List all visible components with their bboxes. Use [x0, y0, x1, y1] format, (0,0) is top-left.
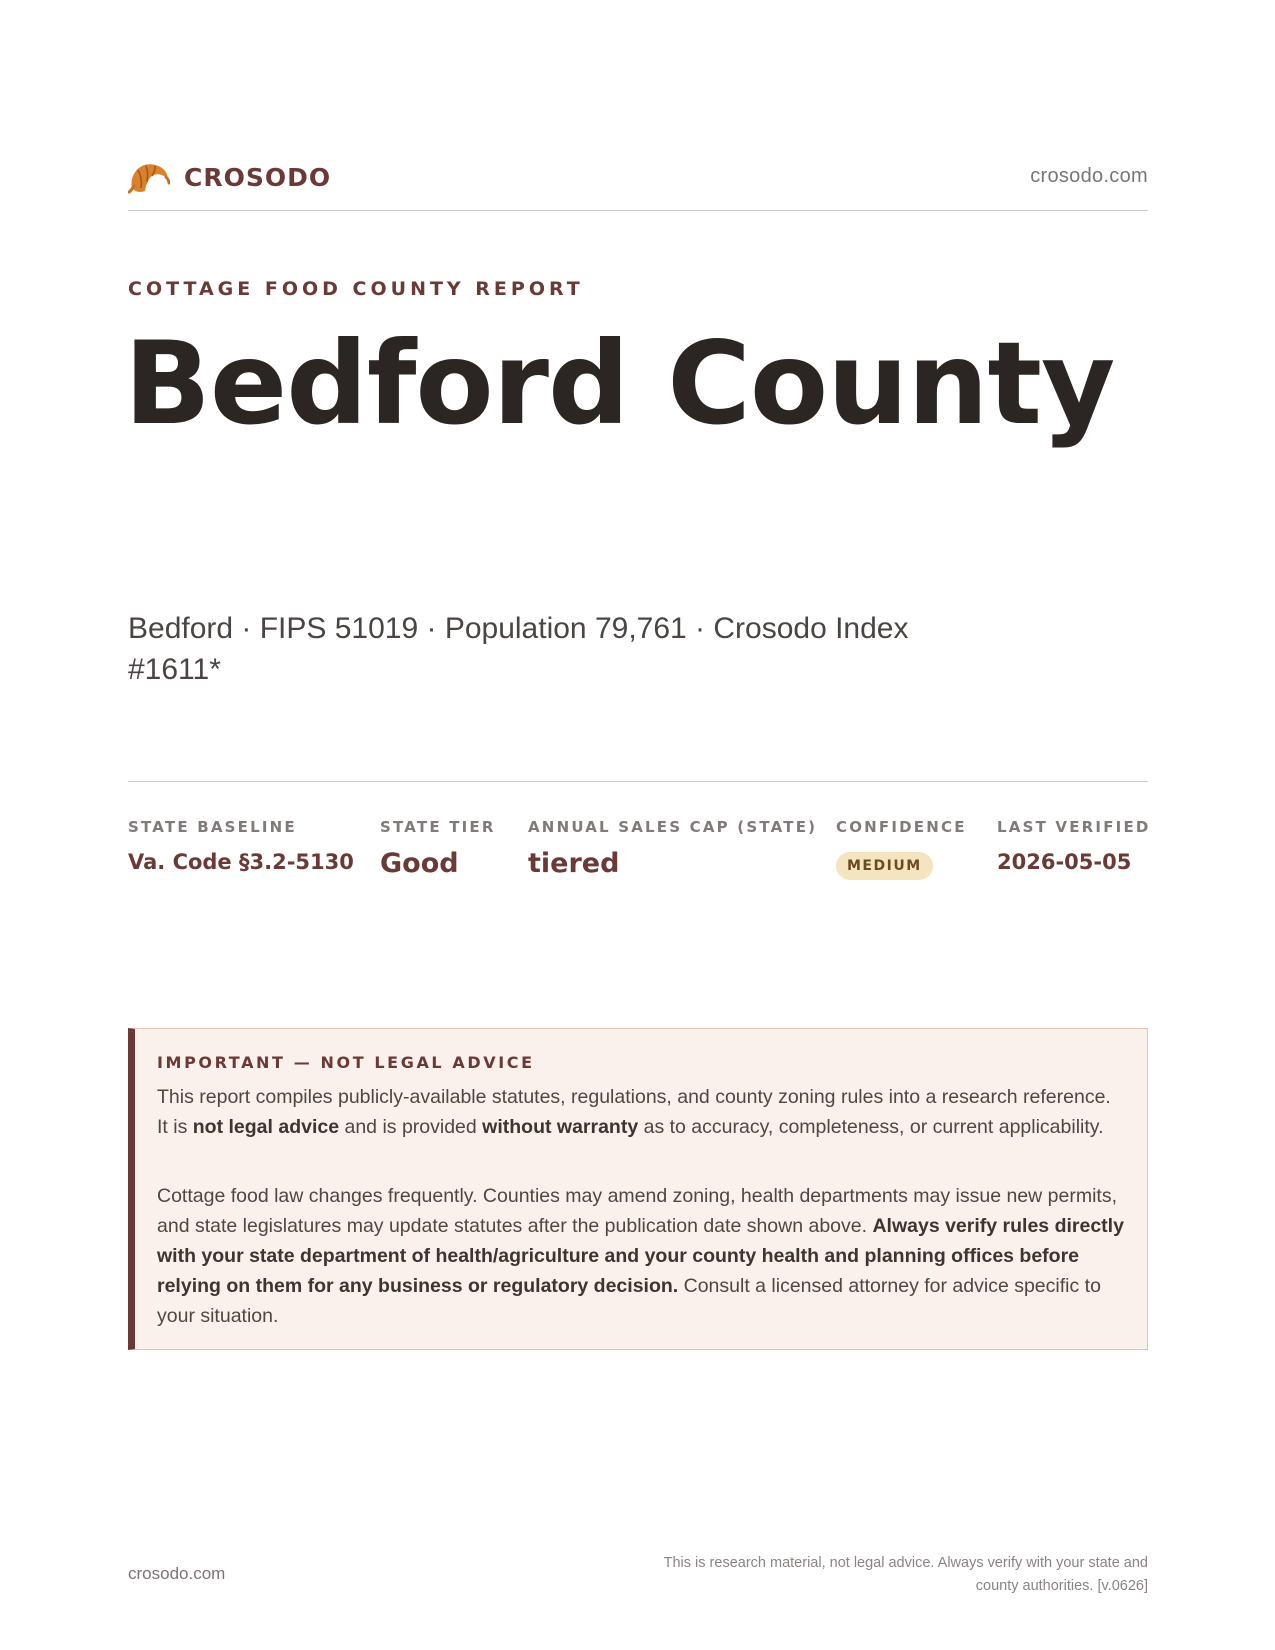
footer-site-link[interactable]: crosodo.com	[128, 1564, 226, 1583]
notice-text: as to accuracy, completeness, or current applicability.	[638, 1116, 1104, 1138]
notice-emphasis: Always verify rules directly with your state department of health/agriculture and your county health and planning offices before relying on them for any business or regulatory decision.	[157, 1215, 1124, 1297]
page-title: Bedford County	[124, 317, 1115, 450]
stat-label: CONFIDENCE	[836, 818, 967, 836]
brand-name: CROSODO	[184, 162, 332, 192]
report-page	[124, 0, 1151, 1650]
report-eyebrow: COTTAGE FOOD COUNTY REPORT	[128, 278, 584, 300]
header-site-link[interactable]: crosodo.com	[1030, 165, 1148, 187]
stat-confidence	[836, 818, 967, 880]
divider	[128, 781, 1148, 782]
stat-label: LAST VERIFIED	[997, 818, 1151, 836]
notice-title: IMPORTANT — NOT LEGAL ADVICE	[157, 1053, 535, 1072]
notice-text: and is provided	[339, 1116, 483, 1138]
croissant-icon	[128, 158, 170, 196]
stat-label: STATE TIER	[380, 818, 496, 836]
notice-emphasis: not legal advice	[192, 1116, 340, 1138]
notice-paragraph	[157, 1181, 1127, 1331]
report-subtitle: Bedford · FIPS 51019 · Population 79,761 · Crosodo Index #1611*	[128, 612, 909, 686]
stat-label: STATE BASELINE	[128, 818, 297, 836]
notice-text: Cottage food law changes frequently. Counties may amend zoning, health departments may issue new permits, and state legislatures may update statutes after the publication date shown above.	[157, 1185, 1117, 1237]
brand	[128, 158, 331, 196]
stat-label: ANNUAL SALES CAP (STATE)	[528, 818, 818, 836]
stat-state-baseline	[128, 818, 354, 874]
stat-state-tier	[380, 818, 496, 879]
footer-disclaimer: This is research material, not legal advice. Always verify with your state and county authorities. [v.0626]	[663, 1555, 1148, 1594]
stat-value: 2026-05-05	[997, 850, 1132, 874]
stat-value: tiered	[528, 848, 620, 879]
stat-last-verified	[997, 818, 1151, 874]
stat-value: Va. Code §3.2-5130	[128, 850, 354, 874]
stat-sales-cap	[528, 818, 817, 879]
stat-value: Good	[380, 848, 459, 879]
legal-notice	[128, 1028, 1148, 1350]
stats-row	[128, 818, 1151, 898]
notice-paragraph	[157, 1082, 1127, 1142]
confidence-badge: MEDIUM	[836, 852, 933, 880]
notice-emphasis: without warranty	[482, 1116, 639, 1138]
notice-text: This report compiles publicly-available statutes, regulations, and county zoning rules into a research reference. It is	[157, 1086, 1111, 1138]
notice-text: Consult a licensed attorney for advice specific to your situation.	[157, 1275, 1101, 1327]
page-header	[128, 158, 1148, 211]
